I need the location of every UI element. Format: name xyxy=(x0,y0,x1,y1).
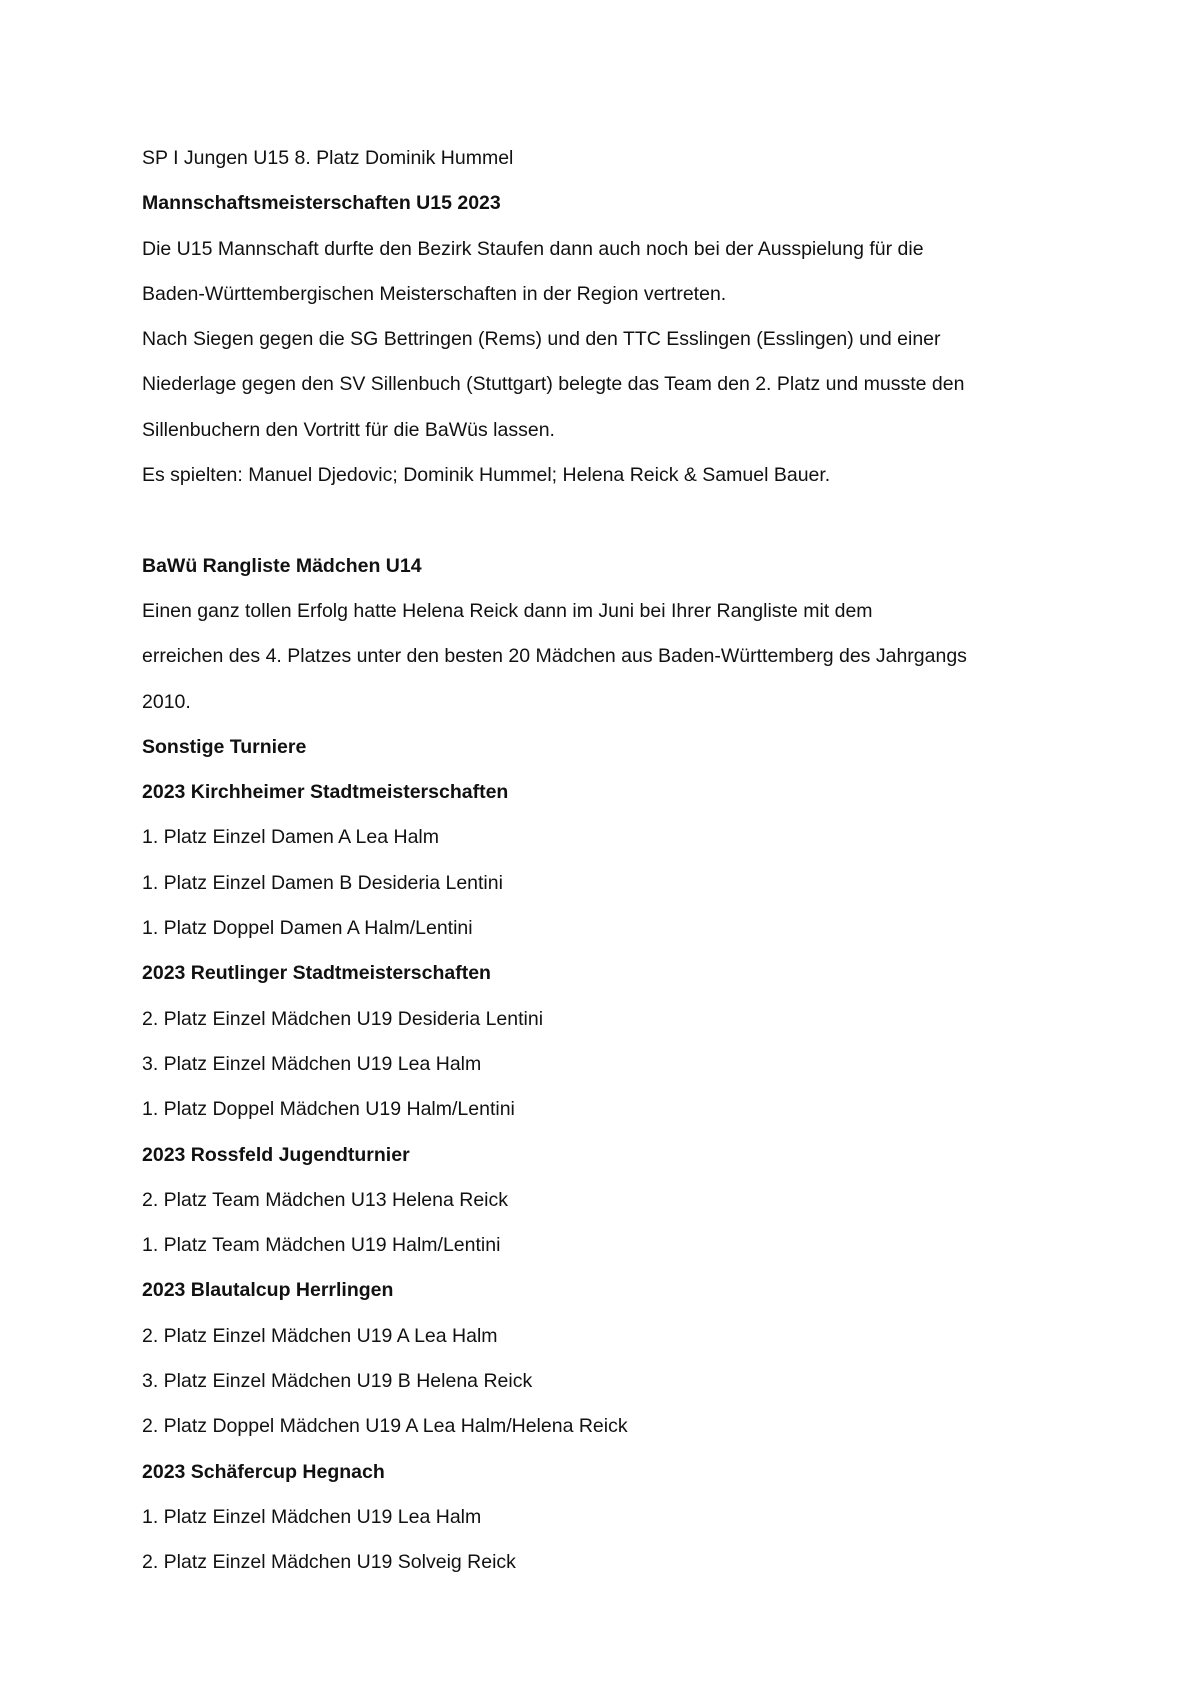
section-heading: 2023 Schäfercup Hegnach xyxy=(142,1460,385,1483)
result-line: 1. Platz Team Mädchen U19 Halm/Lentini xyxy=(142,1234,501,1257)
result-line: 2. Platz Team Mädchen U13 Helena Reick xyxy=(142,1188,508,1211)
section-heading: Sonstige Turniere xyxy=(142,735,307,758)
text-line: Niederlage gegen den SV Sillenbuch (Stuttgart) belegte das Team den 2. Platz und musste den xyxy=(142,373,965,396)
result-line: 1. Platz Doppel Damen A Halm/Lentini xyxy=(142,917,473,940)
text-line: Nach Siegen gegen die SG Bettringen (Rems) und den TTC Esslingen (Esslingen) und einer xyxy=(142,328,941,351)
result-line: 2. Platz Doppel Mädchen U19 A Lea Halm/Helena Reick xyxy=(142,1415,628,1438)
text-line: Sillenbuchern den Vortritt für die BaWüs lassen. xyxy=(142,418,555,441)
section-heading: 2023 Kirchheimer Stadtmeisterschaften xyxy=(142,781,509,804)
result-line: 2. Platz Einzel Mädchen U19 Solveig Reick xyxy=(142,1551,516,1574)
result-line: 3. Platz Einzel Mädchen U19 Lea Halm xyxy=(142,1052,482,1075)
section-heading: BaWü Rangliste Mädchen U14 xyxy=(142,554,422,577)
section-heading: 2023 Blautalcup Herrlingen xyxy=(142,1279,394,1302)
text-line: Einen ganz tollen Erfolg hatte Helena Reick dann im Juni bei Ihrer Rangliste mit dem xyxy=(142,599,873,622)
blank-line xyxy=(142,498,1042,543)
section-heading: Mannschaftsmeisterschaften U15 2023 xyxy=(142,192,501,215)
text-line: 2010. xyxy=(142,690,191,713)
text-line: Es spielten: Manuel Djedovic; Dominik Hummel; Helena Reick & Samuel Bauer. xyxy=(142,464,831,487)
document-page xyxy=(142,136,1042,1586)
text-line: SP I Jungen U15 8. Platz Dominik Hummel xyxy=(142,147,514,169)
result-line: 1. Platz Einzel Damen A Lea Halm xyxy=(142,826,439,849)
result-line: 1. Platz Einzel Mädchen U19 Lea Halm xyxy=(142,1505,482,1528)
section-heading: 2023 Reutlinger Stadtmeisterschaften xyxy=(142,962,491,985)
text-line: Baden-Württembergischen Meisterschaften in der Region vertreten. xyxy=(142,282,727,305)
section-heading: 2023 Rossfeld Jugendturnier xyxy=(142,1143,410,1166)
result-line: 3. Platz Einzel Mädchen U19 B Helena Reick xyxy=(142,1370,533,1393)
text-line: Die U15 Mannschaft durfte den Bezirk Staufen dann auch noch bei der Ausspielung für die xyxy=(142,237,924,260)
result-line: 1. Platz Doppel Mädchen U19 Halm/Lentini xyxy=(142,1098,515,1121)
result-line: 1. Platz Einzel Damen B Desideria Lentini xyxy=(142,871,503,894)
result-line: 2. Platz Einzel Mädchen U19 Desideria Lentini xyxy=(142,1007,544,1030)
result-line: 2. Platz Einzel Mädchen U19 A Lea Halm xyxy=(142,1324,498,1347)
text-line: erreichen des 4. Platzes unter den besten 20 Mädchen aus Baden-Württemberg des Jahrgangs xyxy=(142,645,967,668)
